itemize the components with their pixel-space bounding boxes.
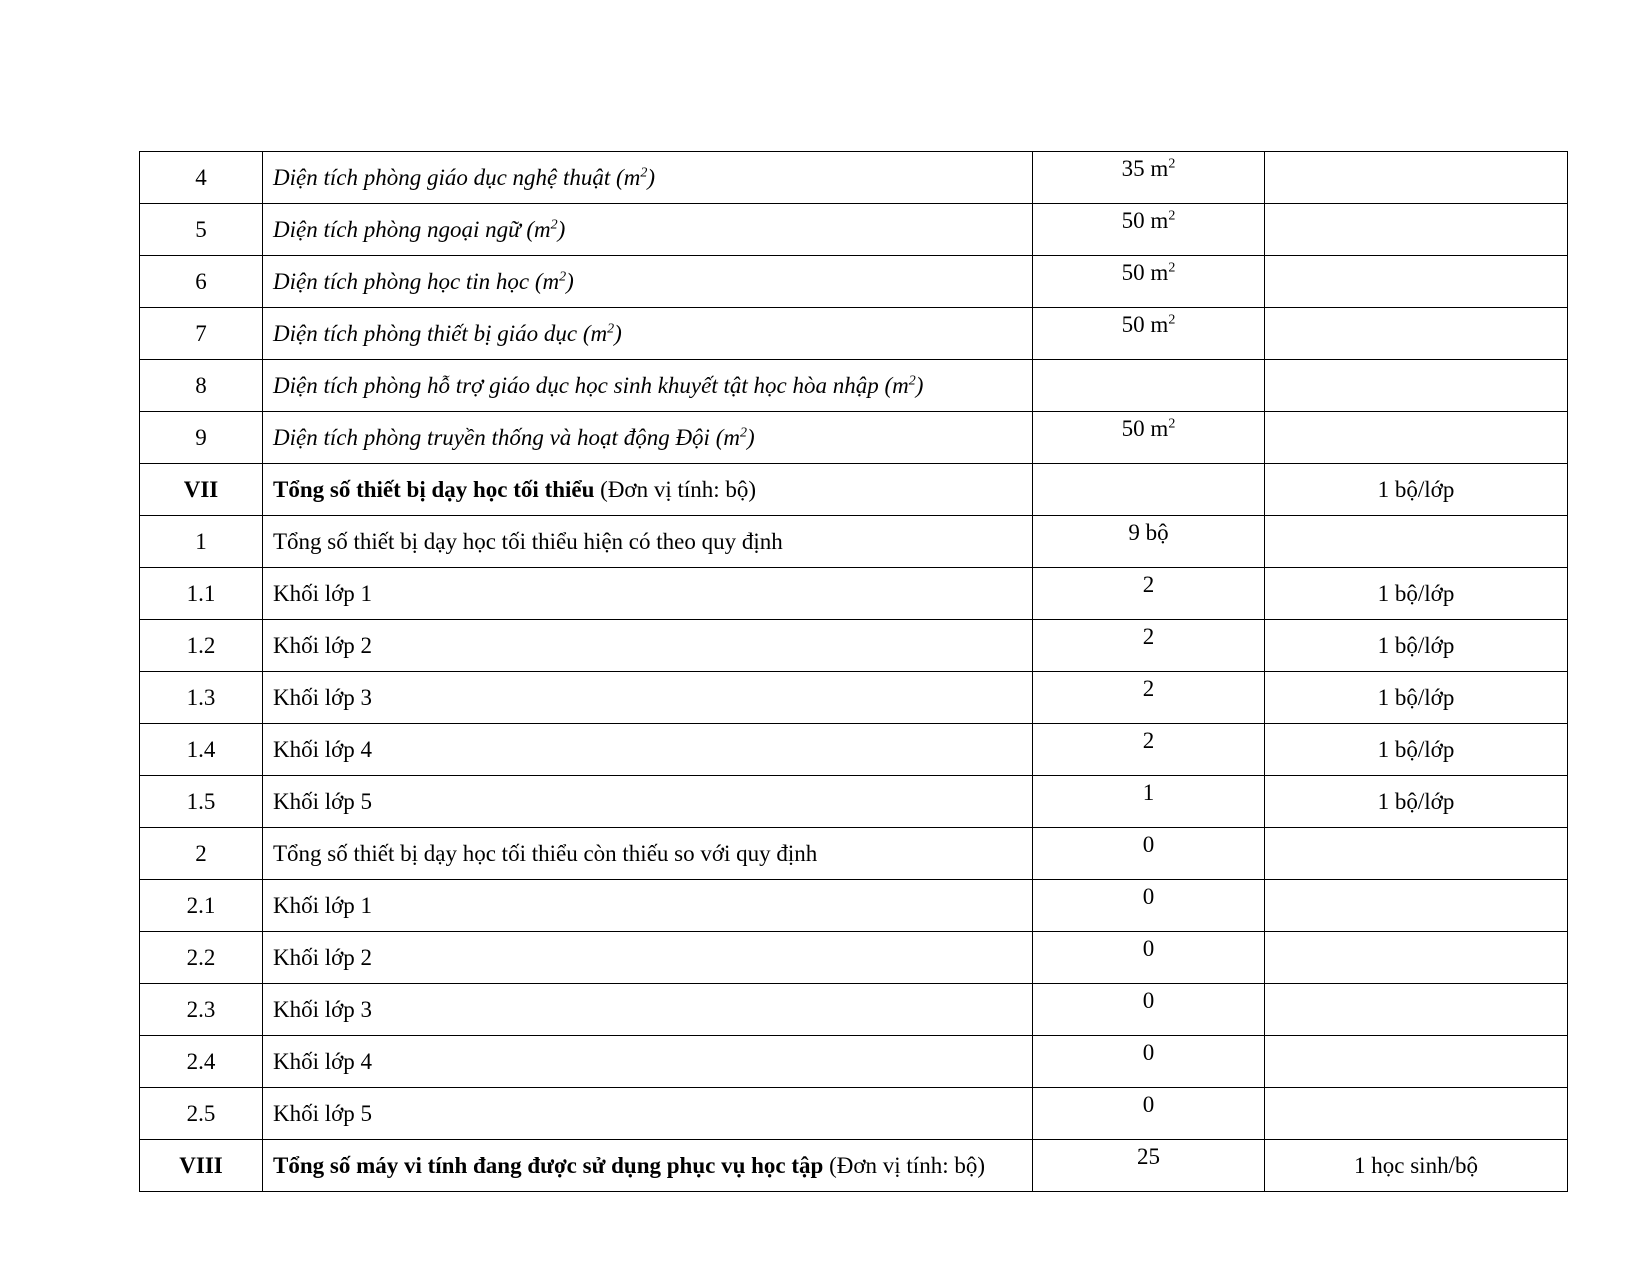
row-number: 1.1 [140,568,263,620]
row-value: 2 [1033,620,1265,672]
row-standard [1265,152,1568,204]
table-row [140,568,1568,620]
row-value [1033,360,1265,412]
row-standard [1265,308,1568,360]
row-value: 0 [1033,984,1265,1036]
row-number: 4 [140,152,263,204]
table-row [140,204,1568,256]
table-row [140,1036,1568,1088]
row-number: 2 [140,828,263,880]
row-standard [1265,516,1568,568]
row-standard: 1 bộ/lớp [1265,464,1568,516]
row-number: 1.3 [140,672,263,724]
row-description: Tổng số máy vi tính đang được sử dụng phục vụ học tập (Đơn vị tính: bộ) [263,1140,1033,1192]
equipment-table [139,151,1568,1192]
row-value: 2 [1033,724,1265,776]
row-number: 2.4 [140,1036,263,1088]
table-row [140,412,1568,464]
row-description: Tổng số thiết bị dạy học tối thiểu còn thiếu so với quy định [263,828,1033,880]
row-value: 50 $m^2$ [1033,204,1265,256]
row-description: Diện tích phòng ngoại ngữ $(m^2)$ [263,204,1033,256]
row-standard: 1 bộ/lớp [1265,776,1568,828]
row-value: 2 [1033,672,1265,724]
table-row [140,672,1568,724]
row-value: 35 $m^2$ [1033,152,1265,204]
row-value: 50 $m^2$ [1033,256,1265,308]
table-row [140,308,1568,360]
row-standard [1265,932,1568,984]
row-description: Tổng số thiết bị dạy học tối thiểu (Đơn vị tính: bộ) [263,464,1033,516]
row-description: Diện tích phòng giáo dục nghệ thuật $(m^2)$ [263,152,1033,204]
row-standard: 1 bộ/lớp [1265,568,1568,620]
table-row [140,828,1568,880]
row-description: Tổng số thiết bị dạy học tối thiểu hiện có theo quy định [263,516,1033,568]
row-standard [1265,984,1568,1036]
row-standard [1265,880,1568,932]
row-number: 1.4 [140,724,263,776]
row-description: Diện tích phòng truyền thống và hoạt động Đội $(m^2)$ [263,412,1033,464]
row-value [1033,464,1265,516]
row-number: VII [140,464,263,516]
table-row [140,152,1568,204]
table-row [140,984,1568,1036]
row-standard [1265,412,1568,464]
row-number: 5 [140,204,263,256]
row-number: 7 [140,308,263,360]
row-standard [1265,1088,1568,1140]
row-description: Khối lớp 5 [263,1088,1033,1140]
table-row-section [140,464,1568,516]
row-description: Khối lớp 4 [263,724,1033,776]
row-standard [1265,204,1568,256]
row-value: 0 [1033,932,1265,984]
row-description: Khối lớp 1 [263,880,1033,932]
row-description: Diện tích phòng hỗ trợ giáo dục học sinh khuyết tật học hòa nhập $(m^2)$ [263,360,1033,412]
row-number: 2.3 [140,984,263,1036]
row-number: 6 [140,256,263,308]
row-standard [1265,1036,1568,1088]
row-standard: 1 bộ/lớp [1265,724,1568,776]
row-value: 0 [1033,880,1265,932]
table-row [140,516,1568,568]
row-value: 2 [1033,568,1265,620]
row-value: 25 [1033,1140,1265,1192]
row-number: 1 [140,516,263,568]
row-number: 8 [140,360,263,412]
row-description: Khối lớp 4 [263,1036,1033,1088]
row-number: 2.5 [140,1088,263,1140]
row-description: Khối lớp 2 [263,932,1033,984]
row-value: 50 $m^2$ [1033,308,1265,360]
row-value: 1 [1033,776,1265,828]
row-number: VIII [140,1140,263,1192]
table-row-section [140,1140,1568,1192]
row-description: Diện tích phòng thiết bị giáo dục $(m^2)$ [263,308,1033,360]
row-number: 9 [140,412,263,464]
row-value: 0 [1033,828,1265,880]
row-number: 1.5 [140,776,263,828]
table-row [140,360,1568,412]
row-value: 9 bộ [1033,516,1265,568]
row-value: 0 [1033,1088,1265,1140]
table-row [140,880,1568,932]
table-row [140,620,1568,672]
row-number: 2.1 [140,880,263,932]
row-standard: 1 bộ/lớp [1265,620,1568,672]
row-standard [1265,256,1568,308]
row-standard: 1 học sinh/bộ [1265,1140,1568,1192]
row-description: Khối lớp 3 [263,672,1033,724]
row-standard: 1 bộ/lớp [1265,672,1568,724]
table-row [140,776,1568,828]
row-description: Khối lớp 1 [263,568,1033,620]
table-row [140,256,1568,308]
table-row [140,1088,1568,1140]
row-standard [1265,828,1568,880]
table-body [140,152,1568,1192]
row-description: Khối lớp 2 [263,620,1033,672]
row-standard [1265,360,1568,412]
row-description: Khối lớp 3 [263,984,1033,1036]
table-row [140,724,1568,776]
row-number: 1.2 [140,620,263,672]
row-value: 0 [1033,1036,1265,1088]
table-row [140,932,1568,984]
row-description: Diện tích phòng học tin học $(m^2)$ [263,256,1033,308]
row-number: 2.2 [140,932,263,984]
row-value: 50 $m^2$ [1033,412,1265,464]
row-description: Khối lớp 5 [263,776,1033,828]
